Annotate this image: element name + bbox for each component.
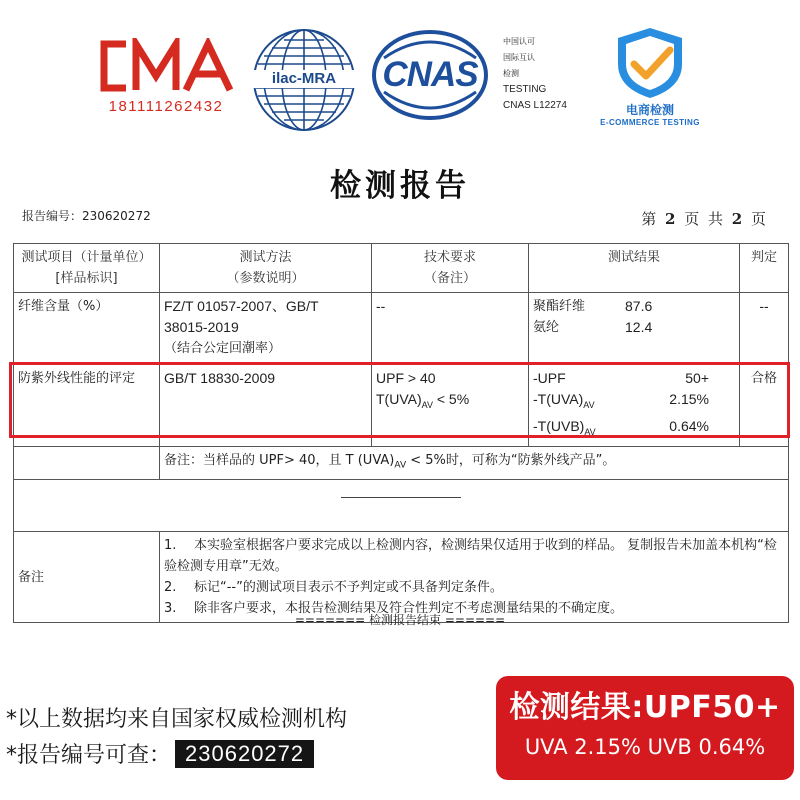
uv-judgement: 合格 <box>740 365 789 447</box>
requirement-text: < 5% <box>432 391 470 407</box>
uv-requirement-line <box>376 389 524 416</box>
remark-item <box>164 577 784 598</box>
result-value: 12.4 <box>625 319 653 335</box>
cnas-side-line: 国际互认 <box>503 53 535 62</box>
fiber-result-line <box>533 317 735 338</box>
report-table <box>13 243 789 623</box>
header-item-line: 测试项目（计量单位） <box>21 250 152 265</box>
note-text: < 5%时，可称为“防紫外线产品”。 <box>406 452 616 468</box>
ecommerce-en-text: E-COMMERCE TESTING <box>600 118 700 127</box>
requirement-text: T(UVA) <box>376 391 422 407</box>
header-method-line: 测试方法 <box>239 250 292 265</box>
cnas-side-text <box>503 34 593 114</box>
result-value: 0.64% <box>669 417 709 434</box>
remark-text: 本实验室根据客户要求完成以上检测内容，检测结果仅适用于收到的样品。 复制报告未加盖本机构“检验检测专用章”无效。 <box>164 538 777 575</box>
divider-line <box>341 497 461 498</box>
requirement-sub: AV <box>421 399 433 410</box>
result-name: -T(UVA) <box>533 391 584 407</box>
header-requirement-line: 技术要求 <box>423 250 476 265</box>
fiber-method-line: （结合公定回潮率） <box>164 341 282 356</box>
header-requirement <box>372 244 529 293</box>
page-current: 2 <box>664 210 678 228</box>
ilac-mra-text: ilac-MRA <box>250 70 358 88</box>
fiber-item: 纤维含量（%） <box>14 293 160 365</box>
remark-text: 除非客户要求，本报告检测结果及符合性判定不考虑测量结果的不确定度。 <box>194 601 624 617</box>
result-name: 氨纶 <box>533 320 560 335</box>
cnas-side-line: CNAS L12274 <box>503 100 567 111</box>
shield-check-icon <box>590 26 710 100</box>
ecommerce-cn-text: 电商检测 <box>625 103 674 117</box>
result-name: 聚酯纤维 <box>533 299 586 314</box>
ecommerce-testing-logo <box>590 26 710 130</box>
result-name: -UPF <box>533 370 566 386</box>
table-row <box>14 480 789 532</box>
report-number: 报告编号：230620272 <box>22 209 151 223</box>
page-title: 检测报告 <box>330 168 470 204</box>
cnas-side-line: TESTING <box>503 84 547 95</box>
fiber-result <box>529 293 740 365</box>
source-note: *以上数据均来自国家权威检测机构 <box>6 707 348 732</box>
header-item-line: [样品标识] <box>55 271 118 286</box>
result-badge-title: 检测结果:UPF50+ <box>509 690 781 725</box>
remark-num: 1. <box>164 538 177 554</box>
page-suffix: 页 <box>750 210 768 228</box>
lookup-label: *报告编号可查： <box>6 743 172 768</box>
page-mid: 页 共 <box>684 210 725 228</box>
result-value: 50+ <box>685 370 709 386</box>
note-empty-cell <box>14 446 160 480</box>
note-text: 备注：当样品的 UPF> 40，且 T (UVA) <box>164 452 395 468</box>
cma-number: 181111262432 <box>108 98 224 115</box>
result-name: -T(UVB) <box>533 417 585 434</box>
fiber-result-line <box>533 296 735 317</box>
result-sub: AV <box>584 426 596 437</box>
page-prefix: 第 <box>641 210 659 228</box>
cnas-text: CNAS <box>382 55 478 94</box>
remarks-label: 备注 <box>14 532 160 623</box>
header-result: 测试结果 <box>529 244 740 293</box>
table-row <box>14 446 789 480</box>
ilac-mra-logo <box>250 26 358 134</box>
divider-cell <box>14 480 789 532</box>
cma-letters-graphic <box>96 38 236 94</box>
uv-result <box>529 365 740 447</box>
header-method-line: （参数说明） <box>226 271 305 286</box>
result-sub: AV <box>583 399 595 410</box>
result-badge-values: UVA 2.15% UVB 0.64% <box>524 735 766 759</box>
uv-item: 防紫外线性能的评定 <box>14 365 160 447</box>
fiber-requirement: -- <box>372 293 529 365</box>
remark-item <box>164 535 784 577</box>
uv-note <box>160 446 789 480</box>
result-badge <box>496 676 794 780</box>
header-judgement: 判定 <box>740 244 789 293</box>
fiber-judgement: -- <box>740 293 789 365</box>
table-row <box>14 293 789 365</box>
page-total: 2 <box>731 210 745 228</box>
lookup-code: 230620272 <box>175 740 314 768</box>
cnas-side-line: 检测 <box>503 69 519 78</box>
fiber-method-line: 38015-2019 <box>164 319 239 335</box>
fiber-method-line: FZ/T 01057-2007、GB/T <box>164 298 319 314</box>
cnas-logo <box>370 30 490 120</box>
uv-method: GB/T 18830-2009 <box>160 365 372 447</box>
remark-text: 标记“--”的测试项目表示不予判定或不具备判定条件。 <box>194 580 503 596</box>
uv-result-line <box>533 368 735 389</box>
uv-result-line <box>533 416 735 443</box>
table-header-row <box>14 244 789 293</box>
report-lookup-note <box>6 738 314 769</box>
remarks-list <box>160 532 789 623</box>
fiber-method <box>160 293 372 365</box>
remark-num: 2. <box>164 580 177 596</box>
cnas-side-line: 中国认可 <box>503 37 535 46</box>
table-row <box>14 365 789 447</box>
remark-num: 3. <box>164 601 177 617</box>
report-end-line: ======= 检测报告结束 ====== <box>294 613 506 627</box>
result-value: 2.15% <box>669 391 709 407</box>
header-item <box>14 244 160 293</box>
header-requirement-line: （备注） <box>423 271 476 286</box>
header-method <box>160 244 372 293</box>
uv-requirement <box>372 365 529 447</box>
result-value: 87.6 <box>625 298 653 314</box>
uv-result-line <box>533 389 735 416</box>
cma-logo <box>92 38 240 118</box>
table-row <box>14 532 789 623</box>
note-sub: AV <box>394 460 407 471</box>
page-counter <box>641 208 768 229</box>
uv-requirement-line: UPF > 40 <box>376 370 436 386</box>
